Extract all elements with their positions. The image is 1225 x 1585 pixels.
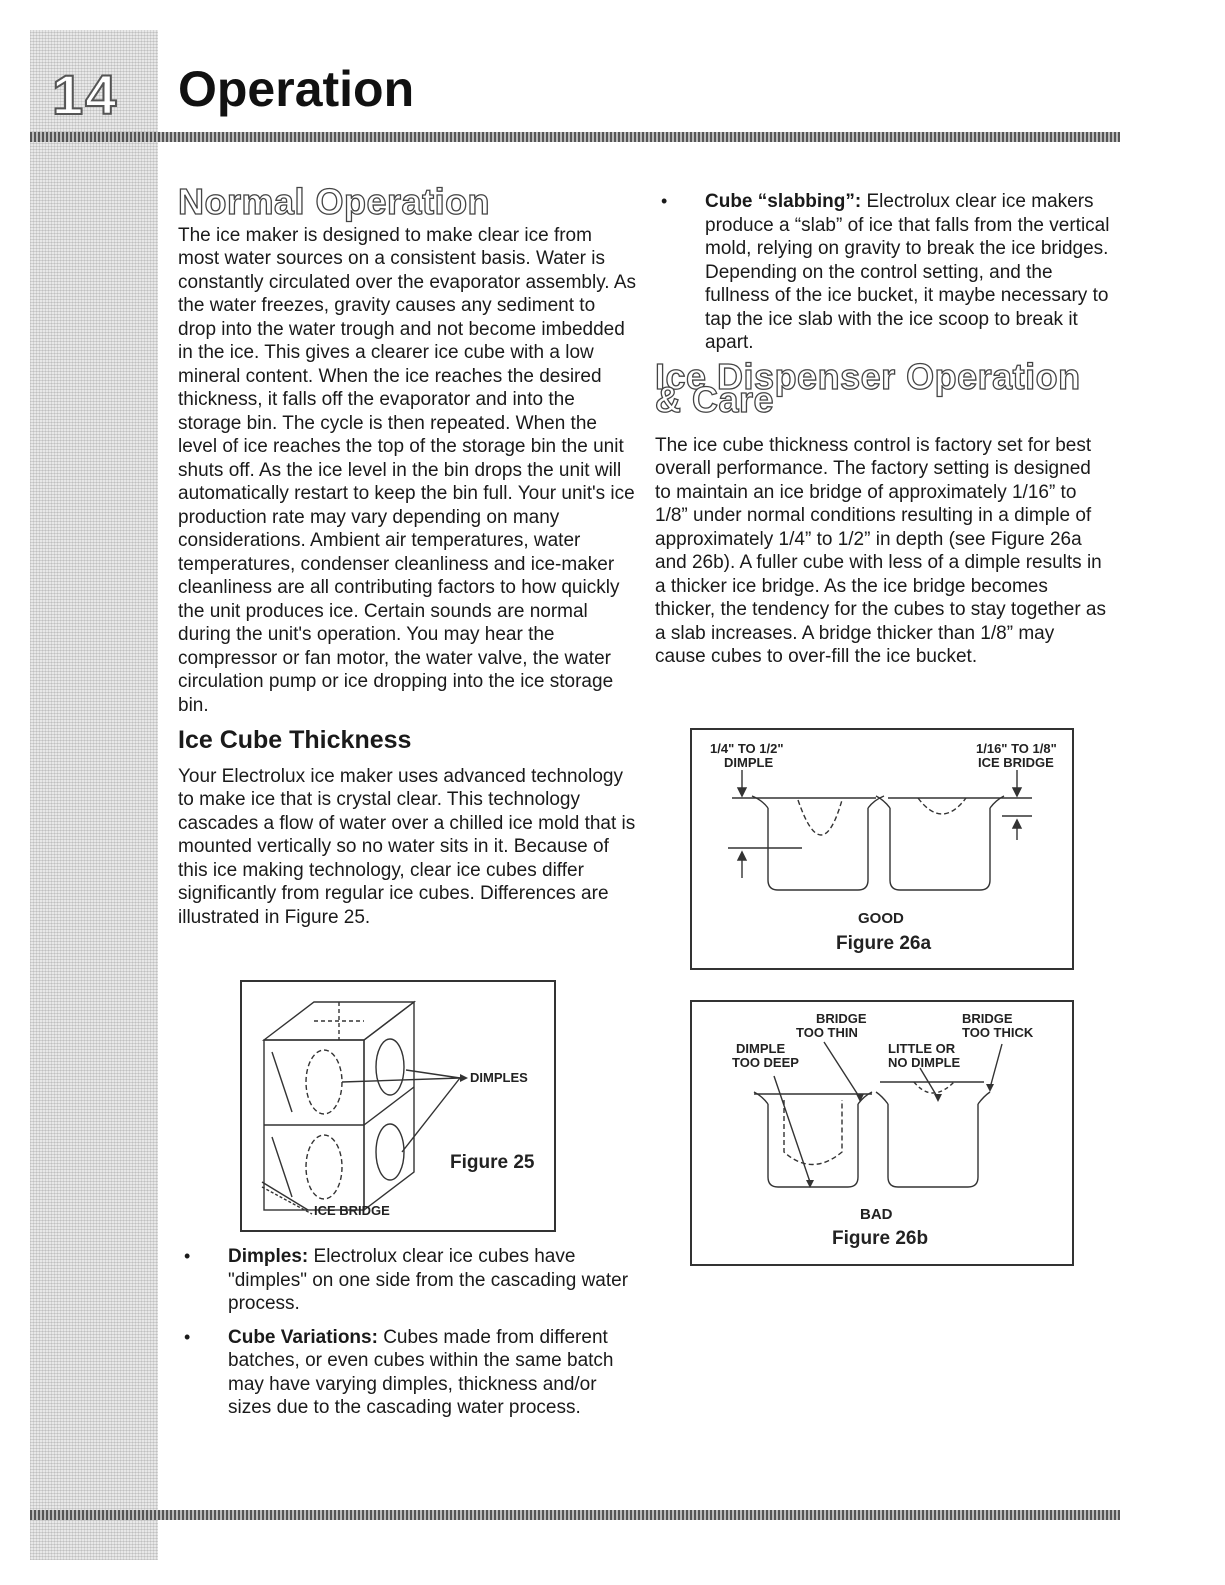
bullet-cube-variations xyxy=(178,1326,638,1420)
bullet-text: Electrolux clear ice cubes have "dimples" on one side from the cascading water process. xyxy=(228,1246,629,1314)
ice-cube-thickness-heading: Ice Cube Thickness xyxy=(178,726,412,754)
left-bullets xyxy=(178,1245,638,1430)
bullet-term: Cube “slabbing”: xyxy=(705,191,862,212)
page-number: 14 xyxy=(52,63,119,126)
bullet-term: Cube Variations: xyxy=(228,1326,378,1348)
page-title: Operation xyxy=(178,61,415,117)
verdict-bad: BAD xyxy=(860,1206,893,1223)
bullet-term: Dimples: xyxy=(228,1246,309,1267)
normal-operation-heading: Normal Operation xyxy=(178,181,491,222)
figure-26b xyxy=(690,1000,1074,1266)
bullet-dimples xyxy=(178,1245,638,1316)
normal-operation-body: The ice maker is designed to make clear ice from most water sources on a consistent basis. Water is constantly circulated over the evaporator assembly. As the water freezes, gravity causes any sediment to drop into the water trough and not become imbedded in the ice. This gives a clearer ice cube with a low mineral content. When the ice reaches the desired thickness, it falls off the evaporator and into the storage bin. The cycle is then repeated. When the level of ice reaches the top of the storage bin the unit shuts off. As the ice level in the bin drops the unit will automatically restart to keep the bin full. Your unit's ice production rate may vary depending on many considerations. Ambient air temperatures, water temperatures, condenser cleanliness and ice-maker cleanliness are all contributing factors to how quickly the unit produces ice. Certain sounds are normal during the unit's operation. You may hear the compressor or fan motor, the water valve, the water circulation pump or ice dropping into the ice storage bin. xyxy=(178,224,636,716)
bridge-too-thin-label-line1: BRIDGE xyxy=(816,1011,867,1026)
dimple-label: DIMPLE xyxy=(724,755,774,770)
figure-26b-caption: Figure 26b xyxy=(832,1228,929,1249)
ice-bridge-label: ICE BRIDGE xyxy=(978,755,1054,770)
ice-cube-thickness-body: Your Electrolux ice maker uses advanced technology to make ice that is crystal clear. This technology cascades a flow of water over a chilled ice mold that is mounted vertically so no water sits in it. Because of this ice making technology, clear ice cubes differ significantly from regular ice cubes. Differences are illustrated in Figure 25. xyxy=(178,765,636,928)
ice-dispenser-body: The ice cube thickness control is factory set for best overall performance. The factory setting is designed to maintain an ice bridge of approximately 1/16” to 1/8” under normal conditions resulting in a dimple of approximately 1/4” to 1/2” in depth (see Figure 26a and 26b). A fuller cube with less of a dimple results in a thicker ice bridge. As the ice bridge becomes thicker, the tendency for the cubes to stay together as a slab increases. A bridge thicker than 1/8” may cause cubes to over-fill the ice bucket. xyxy=(655,434,1106,667)
dimple-too-deep-label-line1: DIMPLE xyxy=(736,1041,786,1056)
bullet-cube-slabbing xyxy=(655,190,1110,355)
right-column xyxy=(655,190,1110,669)
decorative-sidebar xyxy=(30,30,158,1560)
no-dimple-label-line1: LITTLE OR xyxy=(888,1041,956,1056)
header-rule xyxy=(30,132,1120,142)
bridge-too-thick-label-line2: TOO THICK xyxy=(962,1025,1034,1040)
figure-25-caption: Figure 25 xyxy=(450,1152,535,1173)
footer-rule xyxy=(30,1510,1120,1520)
dimple-too-deep-label-line2: TOO DEEP xyxy=(732,1055,799,1070)
left-column xyxy=(178,181,638,929)
figure-26a-caption: Figure 26a xyxy=(836,933,932,954)
bridge-too-thick-label-line1: BRIDGE xyxy=(962,1011,1013,1026)
ice-cube-block-illustration xyxy=(242,982,554,1230)
figure-26a xyxy=(690,728,1074,970)
bullet-text: Electrolux clear ice makers produce a “slab” of ice that falls from the vertical mold, relying on gravity to break the ice bridges. Depending on the control setting, and the fullness of the ice bucket, it maybe necessary to tap the ice slab with the ice scoop to break it apart. xyxy=(705,191,1110,353)
dimples-label: DIMPLES xyxy=(470,1070,528,1085)
bridge-size-label: 1/16" TO 1/8" xyxy=(976,741,1057,756)
ice-dispenser-heading: Ice Dispenser Operation & Care xyxy=(655,355,1081,420)
dimple-size-label: 1/4" TO 1/2" xyxy=(710,741,784,756)
verdict-good: GOOD xyxy=(858,910,904,927)
ice-bridge-label: ICE BRIDGE xyxy=(314,1203,390,1218)
bullet-text: Cubes made from different batches, or even cubes within the same batch may have varying dimples, thickness and/or sizes due to the cascading water process. xyxy=(228,1326,614,1418)
no-dimple-label-line2: NO DIMPLE xyxy=(888,1055,961,1070)
figure-25 xyxy=(240,980,556,1232)
bridge-too-thin-label-line2: TOO THIN xyxy=(796,1025,858,1040)
